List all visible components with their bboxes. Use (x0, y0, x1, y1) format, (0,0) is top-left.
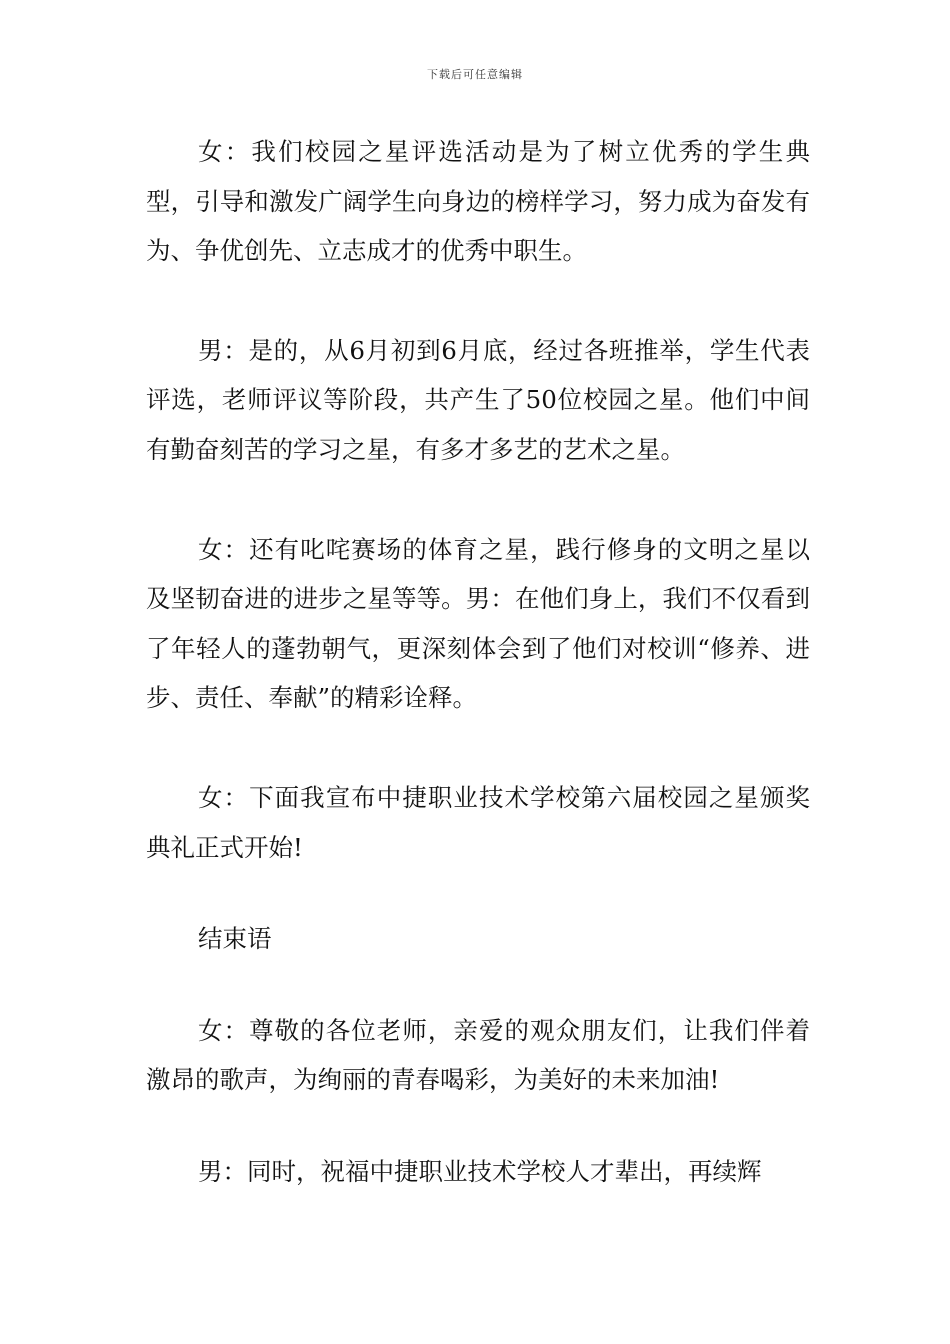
document-body (146, 127, 810, 1197)
paragraph-spacer (146, 1105, 810, 1147)
paragraph-6: 男：同时，祝福中捷职业技术学校人才辈出，再续辉 (198, 1156, 762, 1186)
paragraph-spacer (146, 964, 810, 1006)
page-header-note: 下载后可任意编辑 (427, 68, 523, 81)
paragraph-spacer (146, 276, 810, 326)
paragraph-spacer (146, 475, 810, 525)
section-heading-closing: 结束语 (198, 924, 272, 954)
paragraph-2: 男：是的，从6月初到6月底，经过各班推举，学生代表评选，老师评议等阶段，共产生了50位校园之星。他们中间有勤奋刻苦的学习之星，有多才多艺的艺术之星。 (146, 335, 810, 464)
paragraph-4: 女：下面我宣布中捷职业技术学校第六届校园之星颁奖典礼正式开始! (146, 782, 810, 862)
paragraph-spacer (146, 872, 810, 914)
paragraph-5: 女：尊敬的各位老师，亲爱的观众朋友们，让我们伴着激昂的歌声，为绚丽的青春喝彩，为美好的未来加油! (146, 1015, 810, 1095)
paragraph-3: 女：还有叱咤赛场的体育之星，践行修身的文明之星以及坚韧奋进的进步之星等等。男：在他们身上，我们不仅看到了年轻人的蓬勃朝气，更深刻体会到了他们对校训“修养、进步、责任、奉献”的精彩诠释。 (146, 534, 810, 713)
paragraph-spacer (146, 723, 810, 773)
paragraph-1: 女：我们校园之星评选活动是为了树立优秀的学生典型，引导和激发广阔学生向身边的榜样学习，努力成为奋发有为、争优创先、立志成才的优秀中职生。 (146, 137, 810, 266)
